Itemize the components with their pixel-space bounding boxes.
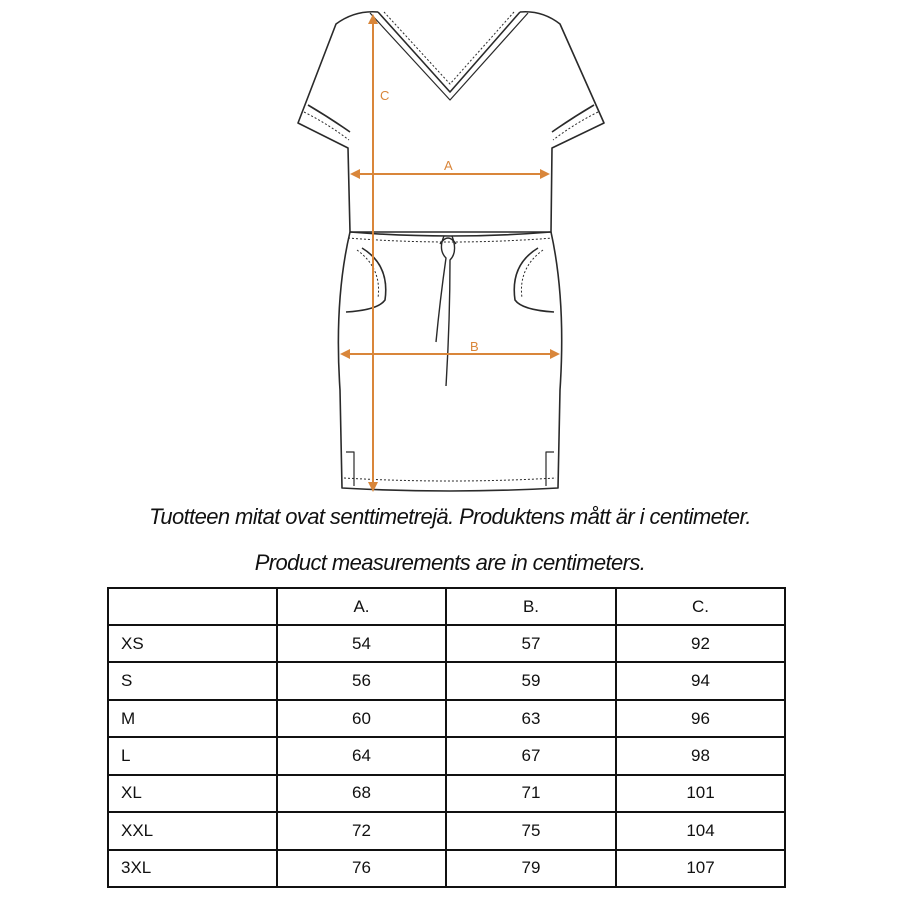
table-row — [108, 775, 785, 812]
pocket-right-stitch — [521, 250, 543, 298]
value-b-cell: 79 — [446, 850, 616, 887]
value-a-cell: 76 — [277, 850, 446, 887]
header-c: C. — [616, 588, 785, 625]
measure-label-a: A — [444, 158, 453, 173]
pocket-left-stitch — [357, 250, 379, 298]
size-cell: L — [108, 737, 277, 774]
value-a-cell: 60 — [277, 700, 446, 737]
size-cell: S — [108, 662, 277, 699]
side-slit-left — [346, 452, 354, 486]
value-c-cell: 96 — [616, 700, 785, 737]
measure-label-c: C — [380, 88, 390, 103]
dress-neckline — [378, 12, 520, 92]
value-b-cell: 63 — [446, 700, 616, 737]
value-a-cell: 56 — [277, 662, 446, 699]
value-b-cell: 59 — [446, 662, 616, 699]
value-c-cell: 104 — [616, 812, 785, 849]
value-a-cell: 54 — [277, 625, 446, 662]
measure-arrow-b-right — [550, 349, 560, 359]
dress-neckline-inner — [370, 13, 528, 100]
header-size — [108, 588, 277, 625]
dress-neckline-stitch — [384, 12, 514, 84]
table-row — [108, 812, 785, 849]
measure-arrow-b-left — [340, 349, 350, 359]
measure-arrow-a-left — [350, 169, 360, 179]
size-chart-table — [107, 587, 786, 888]
sleeve-hem-right — [552, 105, 594, 132]
table-row — [108, 662, 785, 699]
table-row — [108, 850, 785, 887]
measurement-note-en: Product measurements are in centimeters. — [254, 550, 646, 575]
drawstring — [436, 236, 455, 386]
measure-label-b: B — [470, 339, 479, 354]
size-cell: M — [108, 700, 277, 737]
table-row — [108, 737, 785, 774]
header-b: B. — [446, 588, 616, 625]
size-cell: XL — [108, 775, 277, 812]
value-c-cell: 94 — [616, 662, 785, 699]
pocket-left — [346, 248, 386, 312]
measurement-note-fi-sv: Tuotteen mitat ovat senttimetrejä. Produktens mått är i centimeter. — [149, 504, 751, 529]
size-cell: XXL — [108, 812, 277, 849]
header-a: A. — [277, 588, 446, 625]
value-c-cell: 98 — [616, 737, 785, 774]
table-row — [108, 700, 785, 737]
hem-stitch — [344, 478, 556, 481]
value-b-cell: 57 — [446, 625, 616, 662]
value-a-cell: 72 — [277, 812, 446, 849]
value-c-cell: 101 — [616, 775, 785, 812]
size-cell: XS — [108, 625, 277, 662]
value-b-cell: 67 — [446, 737, 616, 774]
table-header-row — [108, 588, 785, 625]
table-row — [108, 625, 785, 662]
size-cell: 3XL — [108, 850, 277, 887]
value-c-cell: 107 — [616, 850, 785, 887]
pocket-right — [514, 248, 554, 312]
value-b-cell: 71 — [446, 775, 616, 812]
sleeve-hem-left — [308, 105, 350, 132]
value-c-cell: 92 — [616, 625, 785, 662]
value-b-cell: 75 — [446, 812, 616, 849]
side-slit-right — [546, 452, 554, 486]
measure-arrow-c-top — [368, 14, 378, 24]
measure-arrow-a-right — [540, 169, 550, 179]
dress-bodice-outline — [298, 12, 604, 232]
value-a-cell: 68 — [277, 775, 446, 812]
value-a-cell: 64 — [277, 737, 446, 774]
measure-arrow-c-bottom — [368, 482, 378, 492]
